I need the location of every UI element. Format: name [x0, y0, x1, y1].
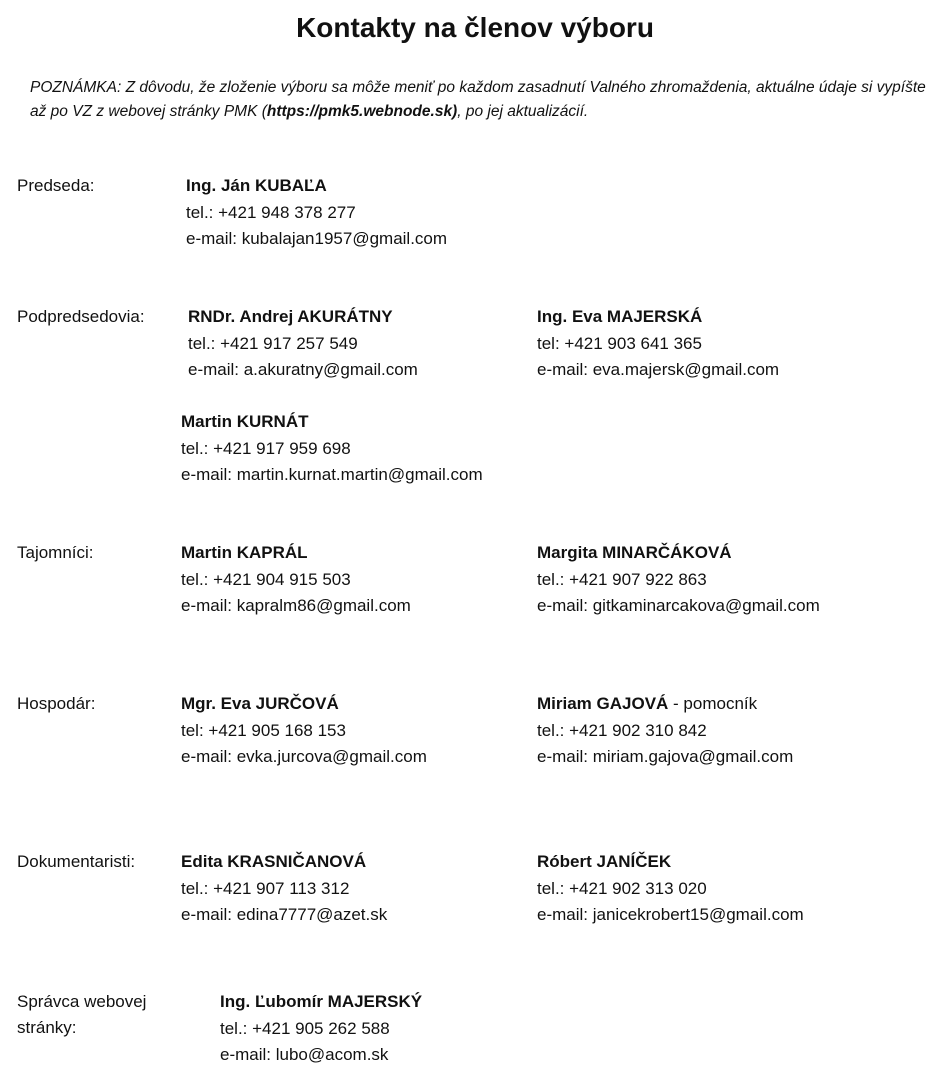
contact-email: e-mail: evka.jurcova@gmail.com — [181, 747, 427, 766]
contact-phone: tel.: +421 902 313 020 — [537, 878, 707, 898]
contact-name: Ing. Ľubomír MAJERSKÝ — [220, 992, 423, 1011]
contact-name: RNDr. Andrej AKURÁTNY — [188, 307, 393, 326]
contact-email: e-mail: gitkaminarcakova@gmail.com — [537, 596, 820, 615]
contact-phone: tel: +421 903 641 365 — [537, 333, 702, 353]
label-spravca-line1: Správca webovej — [17, 992, 147, 1011]
contact-email: e-mail: janicekrobert15@gmail.com — [537, 905, 804, 924]
label-predseda: Predseda: — [17, 176, 95, 195]
contact-phone: tel.: +421 907 113 312 — [181, 878, 350, 898]
contact-dokumentarista-1 — [181, 849, 387, 929]
contact-phone: tel: +421 905 168 153 — [181, 720, 346, 740]
contact-phone: tel.: +421 917 959 698 — [181, 438, 351, 458]
contact-email: e-mail: miriam.gajova@gmail.com — [537, 747, 794, 766]
contact-email: e-mail: lubo@acom.sk — [220, 1045, 389, 1064]
label-spravca-line2: stránky: — [17, 1018, 77, 1037]
contact-name: Martin KURNÁT — [181, 412, 309, 431]
contact-podpredseda-3 — [181, 409, 483, 489]
note-text: POZNÁMKA: Z dôvodu, že zloženie výboru sa môže meniť po každom zasadnutí Valného zhromaždenia, aktuálne údaje si vypíšte až po VZ z webovej stránky PMK ( — [30, 79, 926, 120]
contact-email: e-mail: edina7777@azet.sk — [181, 905, 388, 924]
contact-name: Ing. Ján KUBAĽA — [186, 176, 327, 195]
label-podpredsedovia: Podpredsedovia: — [17, 307, 145, 326]
website-link[interactable]: https://pmk5.webnode.sk) — [266, 103, 458, 120]
contact-spravca — [220, 989, 422, 1069]
contact-name: Martin KAPRÁL — [181, 543, 308, 562]
contact-phone: tel.: +421 948 378 277 — [186, 202, 356, 222]
contact-phone: tel.: +421 902 310 842 — [537, 720, 707, 740]
contact-email: e-mail: martin.kurnat.martin@gmail.com — [181, 465, 483, 484]
contact-phone: tel.: +421 917 257 549 — [188, 333, 358, 353]
note — [30, 76, 930, 124]
label-spravca — [17, 989, 146, 1041]
contact-phone: tel.: +421 905 262 588 — [220, 1018, 390, 1038]
contact-name: Margita MINARČÁKOVÁ — [537, 543, 732, 562]
contact-email: e-mail: a.akuratny@gmail.com — [188, 360, 418, 379]
contact-podpredseda-1 — [188, 304, 418, 384]
page-title: Kontakty na členov výboru — [296, 12, 654, 43]
contact-podpredseda-2 — [537, 304, 779, 384]
contact-name: Róbert JANÍČEK — [537, 852, 672, 871]
contact-role-suffix: - pomocník — [668, 694, 758, 713]
contact-name: Miriam GAJOVÁ — [537, 694, 669, 713]
contact-email: e-mail: kapralm86@gmail.com — [181, 596, 411, 615]
contact-hospodar-2 — [537, 691, 793, 771]
label-dokumentaristi: Dokumentaristi: — [17, 852, 136, 871]
contact-hospodar-1 — [181, 691, 427, 771]
contact-tajomnik-1 — [181, 540, 411, 620]
label-tajomnici: Tajomníci: — [17, 543, 94, 562]
contact-predseda — [186, 173, 447, 253]
contact-name: Mgr. Eva JURČOVÁ — [181, 694, 339, 713]
contact-phone: tel.: +421 904 915 503 — [181, 569, 351, 589]
contact-tajomnik-2 — [537, 540, 820, 620]
contact-phone: tel.: +421 907 922 863 — [537, 569, 707, 589]
note-suffix: , po jej aktualizácií. — [457, 103, 589, 120]
contact-name: Edita KRASNIČANOVÁ — [181, 852, 367, 871]
contact-name: Ing. Eva MAJERSKÁ — [537, 307, 703, 326]
contact-dokumentarista-2 — [537, 849, 804, 929]
label-hospodar: Hospodár: — [17, 694, 96, 713]
contact-name-row — [537, 691, 793, 718]
contact-email: e-mail: eva.majersk@gmail.com — [537, 360, 780, 379]
contact-email: e-mail: kubalajan1957@gmail.com — [186, 229, 448, 248]
